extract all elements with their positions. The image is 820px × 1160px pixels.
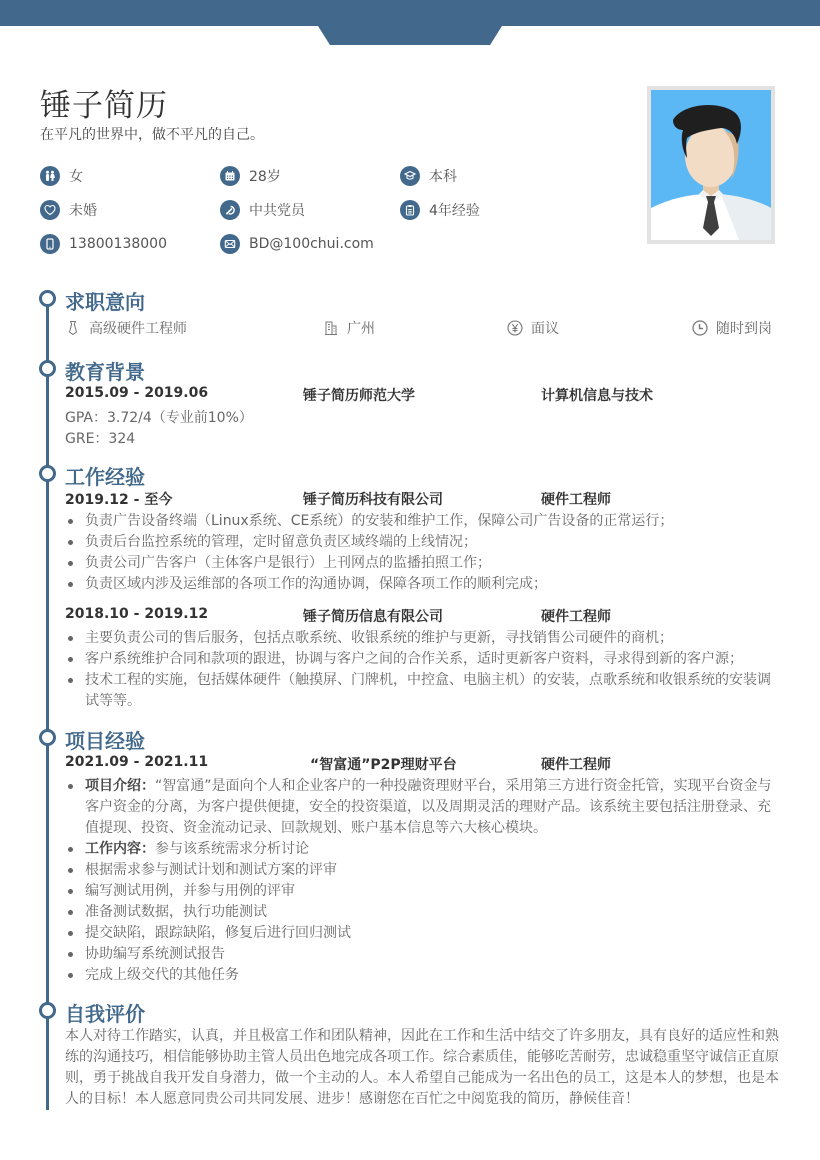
- education-gpa: GPA：3.72/4（专业前10%）: [65, 410, 253, 426]
- list-item: 负责广告设备终端（Linux系统、CE系统）的安装和维护工作，保障公司广告设备的正常运行；: [65, 511, 780, 532]
- info-experience-value: 4年经验: [429, 203, 480, 219]
- profile-photo: [647, 86, 775, 244]
- education-school: 锤子简历师范大学: [303, 388, 415, 404]
- section-marker: [39, 465, 56, 482]
- section-marker: [39, 290, 56, 307]
- section-title-intent: 求职意向: [65, 290, 145, 314]
- info-marital-value: 未婚: [69, 203, 97, 219]
- info-degree: [400, 165, 457, 187]
- info-degree-value: 本科: [429, 169, 457, 185]
- resume-motto: 在平凡的世界中，做不平凡的自己。: [40, 127, 264, 143]
- clock-icon: [692, 320, 708, 336]
- list-item: 技术工程的实施，包括媒体硬件（触摸屏、门牌机，中控盒、电脑主机）的安装，点歌系统和收银系统的安装调试等等。: [65, 670, 780, 712]
- section-title-project: 项目经验: [65, 729, 145, 753]
- info-email-value[interactable]: BD@100chui.com: [249, 236, 374, 252]
- work-role: 硬件工程师: [541, 492, 611, 508]
- list-item: 根据需求参与测试计划和测试方案的评审: [65, 860, 780, 881]
- project-details-list: [65, 776, 780, 986]
- info-politics-value: 中共党员: [249, 203, 305, 219]
- intent-city: [323, 318, 375, 338]
- project-work-text: 参与该系统需求分析讨论: [155, 841, 309, 857]
- phone-icon: [40, 234, 60, 254]
- resume-name: 锤子简历: [40, 88, 168, 124]
- clipboard-icon: [400, 200, 420, 220]
- list-item: 负责后台监控系统的管理，定时留意负责区域终端的上线情况；: [65, 532, 780, 553]
- work-duties-list: [65, 628, 780, 712]
- work-company: 锤子简历科技有限公司: [303, 492, 443, 508]
- list-item: [65, 776, 780, 839]
- work-company: 锤子简历信息有限公司: [303, 609, 443, 625]
- work-duties-list: [65, 511, 780, 595]
- education-major: 计算机信息与技术: [541, 388, 653, 404]
- work-period: 2019.12 - 至今: [65, 492, 173, 508]
- heart-icon: [40, 200, 60, 220]
- info-email: [220, 233, 374, 255]
- building-icon: [323, 320, 339, 336]
- header-bar: [0, 0, 820, 26]
- list-item: 负责区域内涉及运维部的各项工作的沟通协调，保障各项工作的顺利完成；: [65, 574, 780, 595]
- project-work-label: 工作内容：: [85, 841, 155, 857]
- info-gender-value: 女: [69, 169, 83, 185]
- section-title-self: 自我评价: [65, 1002, 145, 1026]
- list-item: 协助编写系统测试报告: [65, 944, 780, 965]
- list-item: 提交缺陷，跟踪缺陷，修复后进行回归测试: [65, 923, 780, 944]
- calendar-icon: [220, 166, 240, 186]
- list-item: 主要负责公司的售后服务，包括点歌系统、收银系统的维护与更新，寻找销售公司硬件的商机；: [65, 628, 780, 649]
- project-intro-label: 项目介绍：: [85, 778, 155, 794]
- info-age: [220, 165, 281, 187]
- project-role: 硬件工程师: [541, 757, 611, 773]
- self-evaluation-text: 本人对待工作踏实，认真，并且极富工作和团队精神，因此在工作和生活中结交了许多朋友，具有良好的适应性和熟练的沟通技巧，相信能够协助主管人员出色地完成各项工作。综合素质佳，能够吃苦耐劳，忠诚稳重坚守诚信正直原则，勇于挑战自我开发自身潜力，做一个主动的人。本人希望自己能成为一名出色的员工，这是本人的梦想，也是本人的目标！本人愿意同贵公司共同发展、进步！感谢您在百忙之中阅览我的简历，静候佳音！: [65, 1028, 779, 1107]
- list-item: 客户系统维护合同和款项的跟进，协调与客户之间的合作关系，适时更新客户资料，寻求得到新的客户源；: [65, 649, 780, 670]
- party-emblem-icon: [220, 200, 240, 220]
- list-item: 完成上级交代的其他任务: [65, 965, 780, 986]
- intent-position: [65, 318, 187, 338]
- graduation-cap-icon: [400, 166, 420, 186]
- section-marker: [39, 729, 56, 746]
- work-role: 硬件工程师: [541, 609, 611, 625]
- info-politics: [220, 199, 305, 221]
- intent-city-value: 广州: [347, 321, 375, 337]
- education-gre: GRE：324: [65, 431, 136, 447]
- avatar-illustration: [651, 90, 771, 240]
- section-title-education: 教育背景: [65, 360, 145, 384]
- header-tab-decoration: [318, 26, 502, 45]
- education-period: 2015.09 - 2019.06: [65, 385, 209, 401]
- intent-position-value: 高级硬件工程师: [89, 321, 187, 337]
- work-period: 2018.10 - 2019.12: [65, 606, 209, 622]
- section-title-work: 工作经验: [65, 465, 145, 489]
- intent-availability: [692, 318, 772, 338]
- info-phone: [40, 233, 167, 255]
- info-phone-value[interactable]: 13800138000: [69, 236, 167, 252]
- section-marker: [39, 360, 56, 377]
- mail-icon: [220, 234, 240, 254]
- list-item: 编写测试用例，并参与用例的评审: [65, 881, 780, 902]
- timeline-line: [46, 300, 49, 1110]
- info-marital: [40, 199, 97, 221]
- tie-icon: [65, 320, 81, 336]
- intent-salary-value: 面议: [531, 321, 559, 337]
- info-age-value: 28岁: [249, 169, 281, 185]
- info-gender: [40, 165, 83, 187]
- project-period: 2021.09 - 2021.11: [65, 754, 209, 770]
- list-item: 准备测试数据，执行功能测试: [65, 902, 780, 923]
- section-marker: [39, 1002, 56, 1019]
- intent-availability-value: 随时到岗: [716, 321, 772, 337]
- project-name: “智富通”P2P理财平台: [310, 757, 457, 773]
- project-intro-text: “智富通”是面向个人和企业客户的一种投融资理财平台，采用第三方进行资金托管，实现平台资金与客户资金的分离，为客户提供便捷，安全的投资渠道，以及周期灵活的理财产品。该系统主要包括注册登录、充值提现、投资、资金流动记录、回款规划、账户基本信息等六大核心模块。: [85, 778, 772, 836]
- yen-icon: [507, 320, 523, 336]
- list-item: 负责公司广告客户（主体客户是银行）上刊网点的监播拍照工作；: [65, 553, 780, 574]
- list-item: [65, 839, 780, 860]
- intent-salary: [507, 318, 559, 338]
- info-experience: [400, 199, 480, 221]
- gender-icon: [40, 166, 60, 186]
